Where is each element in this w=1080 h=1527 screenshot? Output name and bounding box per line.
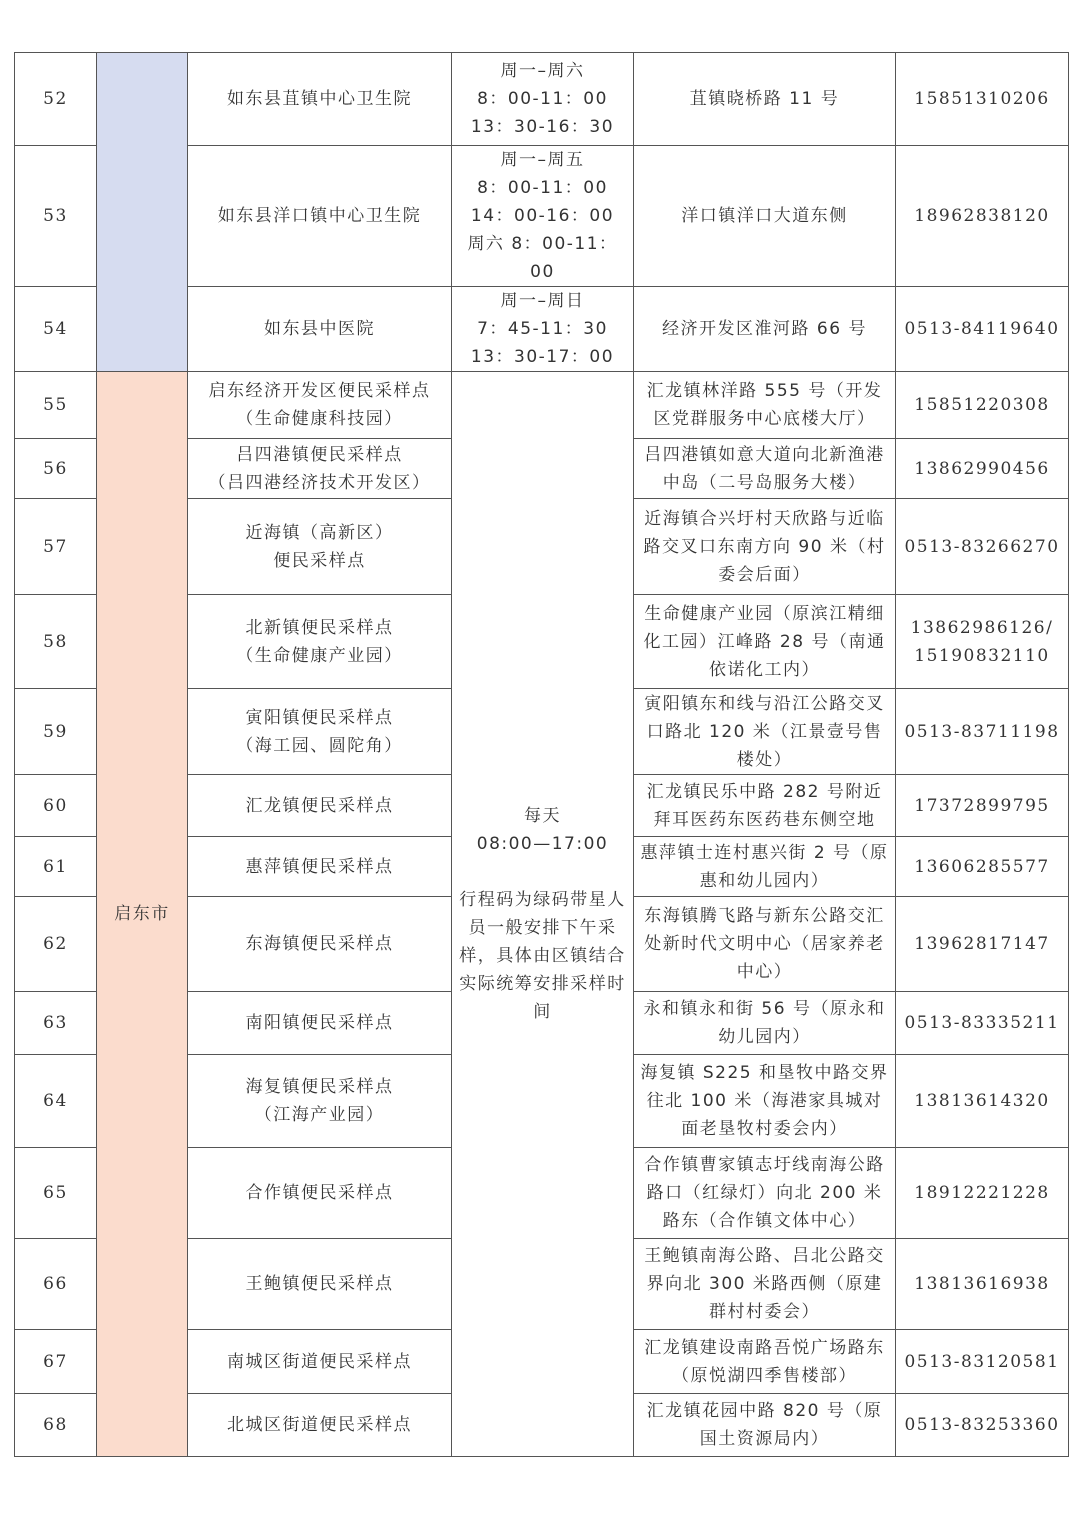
opening-hours: 周一–周六 8：00-11：00 13：30-16：30 <box>452 53 634 146</box>
row-number: 68 <box>15 1394 97 1457</box>
table-row <box>15 372 1069 439</box>
contact-phone: 13862986126/ 15190832110 <box>896 595 1069 689</box>
contact-phone: 15851220308 <box>896 372 1069 439</box>
contact-phone: 13606285577 <box>896 837 1069 897</box>
row-number: 57 <box>15 499 97 595</box>
site-address: 东海镇腾飞路与新东公路交汇处新时代文明中心（居家养老中心） <box>634 897 896 992</box>
site-address: 经济开发区淮河路 66 号 <box>634 287 896 372</box>
row-number: 67 <box>15 1330 97 1394</box>
contact-phone: 0513-83335211 <box>896 992 1069 1055</box>
contact-phone: 18962838120 <box>896 146 1069 287</box>
site-name: 汇龙镇便民采样点 <box>188 775 452 837</box>
site-name: 北新镇便民采样点 （生命健康产业园） <box>188 595 452 689</box>
city-cell: 启东市 <box>97 372 188 1457</box>
opening-hours: 周一–周五 8：00-11：00 14：00-16：00 周六 8：00-11：00 <box>452 146 634 287</box>
site-name: 南阳镇便民采样点 <box>188 992 452 1055</box>
opening-hours: 周一–周日 7：45-11：30 13：30-17：00 <box>452 287 634 372</box>
contact-phone: 13862990456 <box>896 439 1069 499</box>
site-name: 吕四港镇便民采样点 （吕四港经济技术开发区） <box>188 439 452 499</box>
row-number: 65 <box>15 1148 97 1239</box>
row-number: 52 <box>15 53 97 146</box>
contact-phone: 13962817147 <box>896 897 1069 992</box>
site-address: 王鲍镇南海公路、吕北公路交界向北 300 米路西侧（原建群村村委会） <box>634 1239 896 1330</box>
contact-phone: 0513-83120581 <box>896 1330 1069 1394</box>
contact-phone: 17372899795 <box>896 775 1069 837</box>
contact-phone: 0513-83711198 <box>896 689 1069 775</box>
contact-phone: 0513-83253360 <box>896 1394 1069 1457</box>
row-number: 55 <box>15 372 97 439</box>
row-number: 63 <box>15 992 97 1055</box>
row-number: 53 <box>15 146 97 287</box>
site-name: 惠萍镇便民采样点 <box>188 837 452 897</box>
table-row <box>15 53 1069 146</box>
site-name: 如东县中医院 <box>188 287 452 372</box>
site-name: 王鲍镇便民采样点 <box>188 1239 452 1330</box>
site-address: 汇龙镇林洋路 555 号（开发区党群服务中心底楼大厅） <box>634 372 896 439</box>
site-name: 启东经济开发区便民采样点 （生命健康科技园） <box>188 372 452 439</box>
contact-phone: 0513-84119640 <box>896 287 1069 372</box>
contact-phone: 13813616938 <box>896 1239 1069 1330</box>
contact-phone: 0513-83266270 <box>896 499 1069 595</box>
contact-phone: 15851310206 <box>896 53 1069 146</box>
row-number: 61 <box>15 837 97 897</box>
site-address: 苴镇晓桥路 11 号 <box>634 53 896 146</box>
site-name: 如东县洋口镇中心卫生院 <box>188 146 452 287</box>
site-name: 合作镇便民采样点 <box>188 1148 452 1239</box>
site-address: 寅阳镇东和线与沿江公路交叉口路北 120 米（江景壹号售楼处） <box>634 689 896 775</box>
site-address: 吕四港镇如意大道向北新渔港中岛（二号岛服务大楼） <box>634 439 896 499</box>
row-number: 58 <box>15 595 97 689</box>
sampling-sites-table <box>14 52 1069 1457</box>
site-name: 近海镇（高新区） 便民采样点 <box>188 499 452 595</box>
row-number: 64 <box>15 1055 97 1148</box>
site-address: 惠萍镇士连村惠兴街 2 号（原惠和幼儿园内） <box>634 837 896 897</box>
row-number: 56 <box>15 439 97 499</box>
site-name: 北城区街道便民采样点 <box>188 1394 452 1457</box>
row-number: 66 <box>15 1239 97 1330</box>
row-number: 62 <box>15 897 97 992</box>
site-address: 洋口镇洋口大道东侧 <box>634 146 896 287</box>
site-address: 合作镇曹家镇志圩线南海公路路口（红绿灯）向北 200 米路东（合作镇文体中心） <box>634 1148 896 1239</box>
contact-phone: 13813614320 <box>896 1055 1069 1148</box>
contact-phone: 18912221228 <box>896 1148 1069 1239</box>
table-body <box>15 53 1069 1457</box>
site-name: 寅阳镇便民采样点 （海工园、圆陀角） <box>188 689 452 775</box>
row-number: 60 <box>15 775 97 837</box>
site-address: 汇龙镇建设南路吾悦广场路东（原悦湖四季售楼部） <box>634 1330 896 1394</box>
site-address: 汇龙镇民乐中路 282 号附近拜耳医药东医药巷东侧空地 <box>634 775 896 837</box>
site-address: 汇龙镇花园中路 820 号（原国土资源局内） <box>634 1394 896 1457</box>
city-cell <box>97 53 188 372</box>
site-address: 海复镇 S225 和垦牧中路交界往北 100 米（海港家具城对面老垦牧村委会内） <box>634 1055 896 1148</box>
site-address: 生命健康产业园（原滨江精细化工园）江峰路 28 号（南通依诺化工内） <box>634 595 896 689</box>
site-name: 如东县苴镇中心卫生院 <box>188 53 452 146</box>
row-number: 54 <box>15 287 97 372</box>
row-number: 59 <box>15 689 97 775</box>
site-address: 永和镇永和街 56 号（原永和幼儿园内） <box>634 992 896 1055</box>
site-address: 近海镇合兴圩村天欣路与近临路交叉口东南方向 90 米（村委会后面） <box>634 499 896 595</box>
shared-opening-hours: 每天 08:00—17:00 行程码为绿码带星人员一般安排下午采样，具体由区镇结合实际统筹安排采样时间 <box>452 372 634 1457</box>
site-name: 海复镇便民采样点 （江海产业园） <box>188 1055 452 1148</box>
site-name: 南城区街道便民采样点 <box>188 1330 452 1394</box>
site-name: 东海镇便民采样点 <box>188 897 452 992</box>
